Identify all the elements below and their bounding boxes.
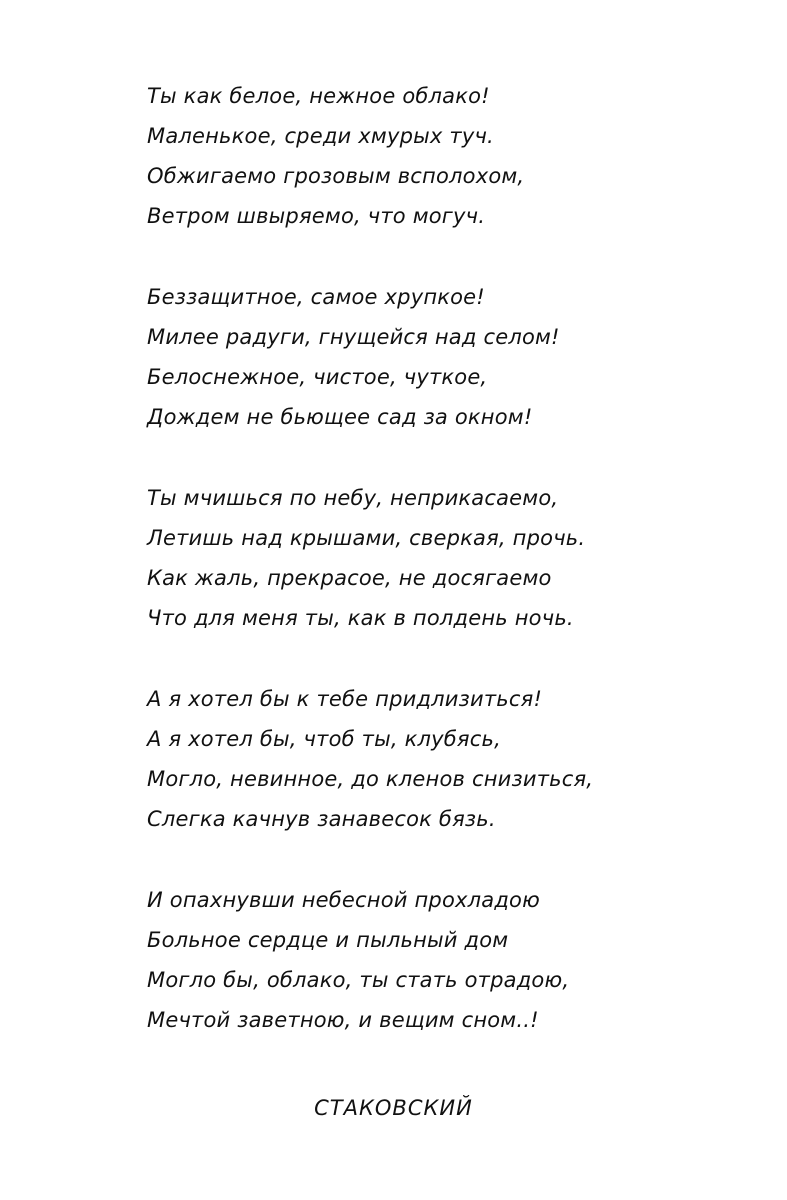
poem-line: А я хотел бы к тебе придлизиться! (147, 687, 543, 711)
poem-line: Летишь над крышами, сверкая, прочь. (147, 526, 586, 550)
poem-line: И опахнувши небесной прохладою (147, 888, 540, 912)
stanza (147, 880, 747, 1040)
poem-line: Ты мчишься по небу, неприкасаемо, (147, 486, 559, 510)
poem-line: Белоснежное, чистое, чуткое, (147, 365, 488, 389)
stanza (147, 679, 747, 839)
poem-line: Ветром швыряемо, что могуч. (147, 204, 486, 228)
poem-line: А я хотел бы, чтоб ты, клубясь, (147, 727, 501, 751)
poem-line: Мечтой заветною, и вещим сном..! (147, 1008, 539, 1032)
stanza (147, 478, 747, 638)
poem-line: Что для меня ты, как в полдень ночь. (147, 606, 574, 630)
poem-line: Как жаль, прекрасое, не досягаемо (147, 566, 552, 590)
poem-line: Обжигаемо грозовым всполохом, (147, 164, 525, 188)
poem-line: Слегка качнув занавесок бязь. (147, 807, 496, 831)
poem-line: Милее радуги, гнущейся над селом! (147, 325, 560, 349)
poem-line: Дождем не бьющее сад за окном! (147, 405, 533, 429)
poem-line: Ты как белое, нежное облако! (147, 84, 490, 108)
author-signature: СТАКОВСКИЙ (314, 1096, 473, 1120)
poem-body (147, 76, 747, 1081)
poem-line: Могло бы, облако, ты стать отрадою, (147, 968, 570, 992)
stanza (147, 76, 747, 236)
poem-line: Маленькое, среди хмурых туч. (147, 124, 494, 148)
stanza (147, 277, 747, 437)
poem-line: Могло, невинное, до кленов снизиться, (147, 767, 594, 791)
poem-line: Беззащитное, самое хрупкое! (147, 285, 485, 309)
poem-line: Больное сердце и пыльный дом (147, 928, 509, 952)
